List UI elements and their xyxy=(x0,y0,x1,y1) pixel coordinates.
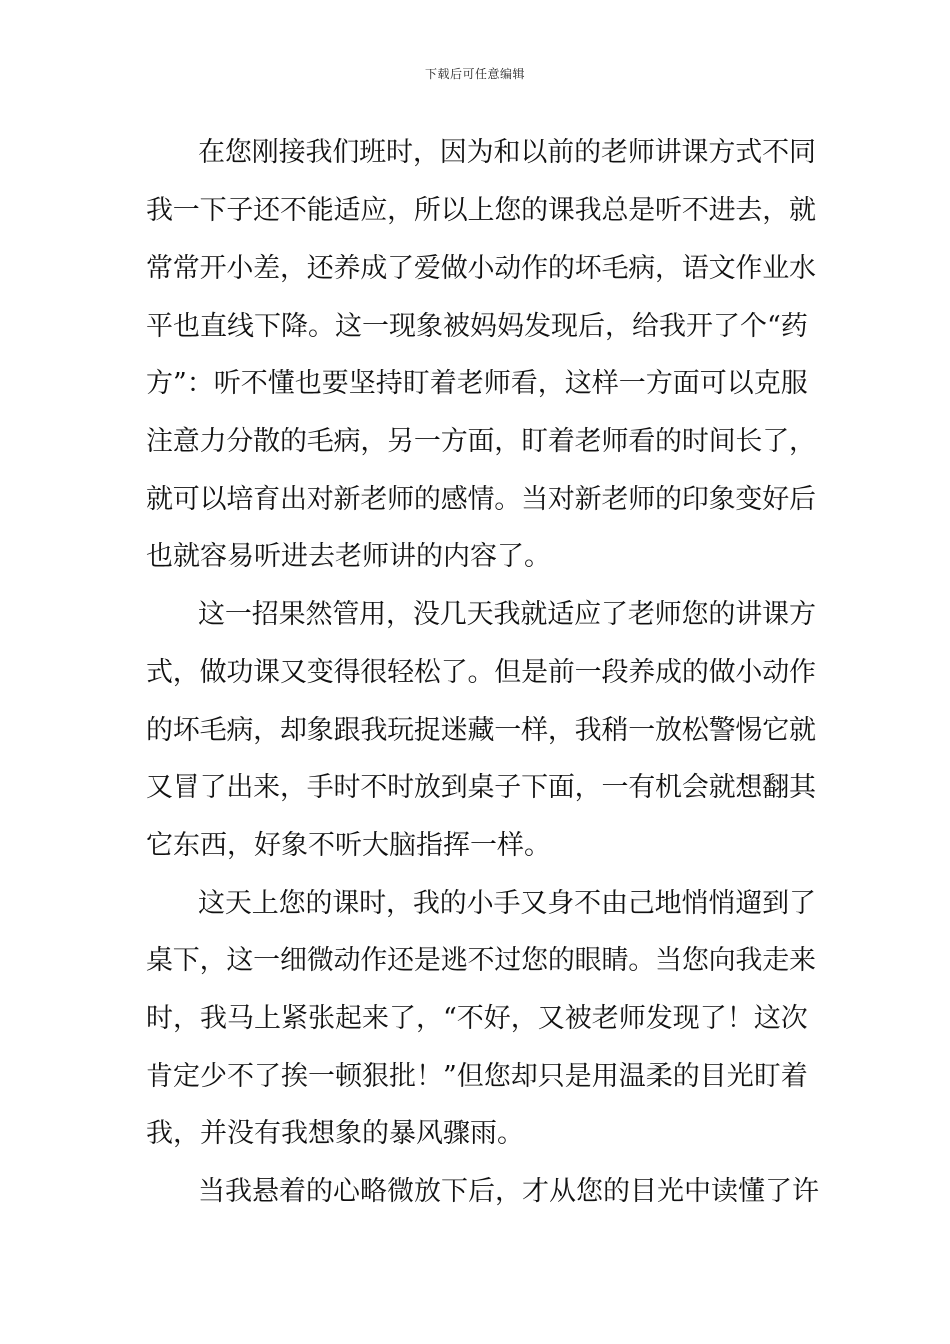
paragraph-2-line-3: 的坏毛病，却象跟我玩捉迷藏一样，我稍一放松警惕它就 xyxy=(146,715,816,746)
paragraph-1-line-8: 也就容易听进去老师讲的内容了。 xyxy=(146,541,551,572)
page-header-note: 下载后可任意编辑 xyxy=(424,67,525,81)
paragraph-1-line-2: 我一下子还不能适应，所以上您的课我总是听不进去，就 xyxy=(146,195,816,226)
paragraph-1-line-6: 注意力分散的毛病，另一方面，盯着老师看的时间长了， xyxy=(146,426,816,457)
paragraph-4-line-1: 当我悬着的心略微放下后，才从您的目光中读懂了许 xyxy=(198,1176,819,1207)
paragraph-1-line-7: 就可以培育出对新老师的感情。当对新老师的印象变好后 xyxy=(146,484,816,515)
paragraph-3-line-2: 桌下，这一细微动作还是逃不过您的眼睛。当您向我走来 xyxy=(146,945,816,976)
paragraph-2-line-1: 这一招果然管用，没几天我就适应了老师您的讲课方 xyxy=(198,599,816,630)
paragraph-3-line-5: 我，并没有我想象的暴风骤雨。 xyxy=(146,1118,524,1149)
paragraph-2-line-5: 它东西，好象不听大脑指挥一样。 xyxy=(146,830,551,861)
paragraph-1-line-3: 常常开小差，还养成了爱做小动作的坏毛病，语文作业水 xyxy=(146,253,816,284)
paragraph-2-line-4: 又冒了出来，手时不时放到桌子下面，一有机会就想翻其 xyxy=(146,772,816,803)
paragraph-3-line-1: 这天上您的课时，我的小手又身不由己地悄悄遛到了 xyxy=(198,888,816,919)
paragraph-3-line-4: 肯定少不了挨一顿狠批！”但您却只是用温柔的目光盯着 xyxy=(146,1061,808,1092)
paragraph-2-line-2: 式，做功课又变得很轻松了。但是前一段养成的做小动作 xyxy=(146,657,816,688)
paragraph-1-line-5: 方”：听不懂也要坚持盯着老师看，这样一方面可以克服 xyxy=(146,368,808,399)
paragraph-1-line-1: 在您刚接我们班时，因为和以前的老师讲课方式不同 xyxy=(198,137,816,168)
paragraph-1-line-4: 平也直线下降。这一现象被妈妈发现后，给我开了个“药 xyxy=(146,311,808,342)
paragraph-3-line-3: 时，我马上紧张起来了，“不好，又被老师发现了！这次 xyxy=(146,1003,808,1034)
